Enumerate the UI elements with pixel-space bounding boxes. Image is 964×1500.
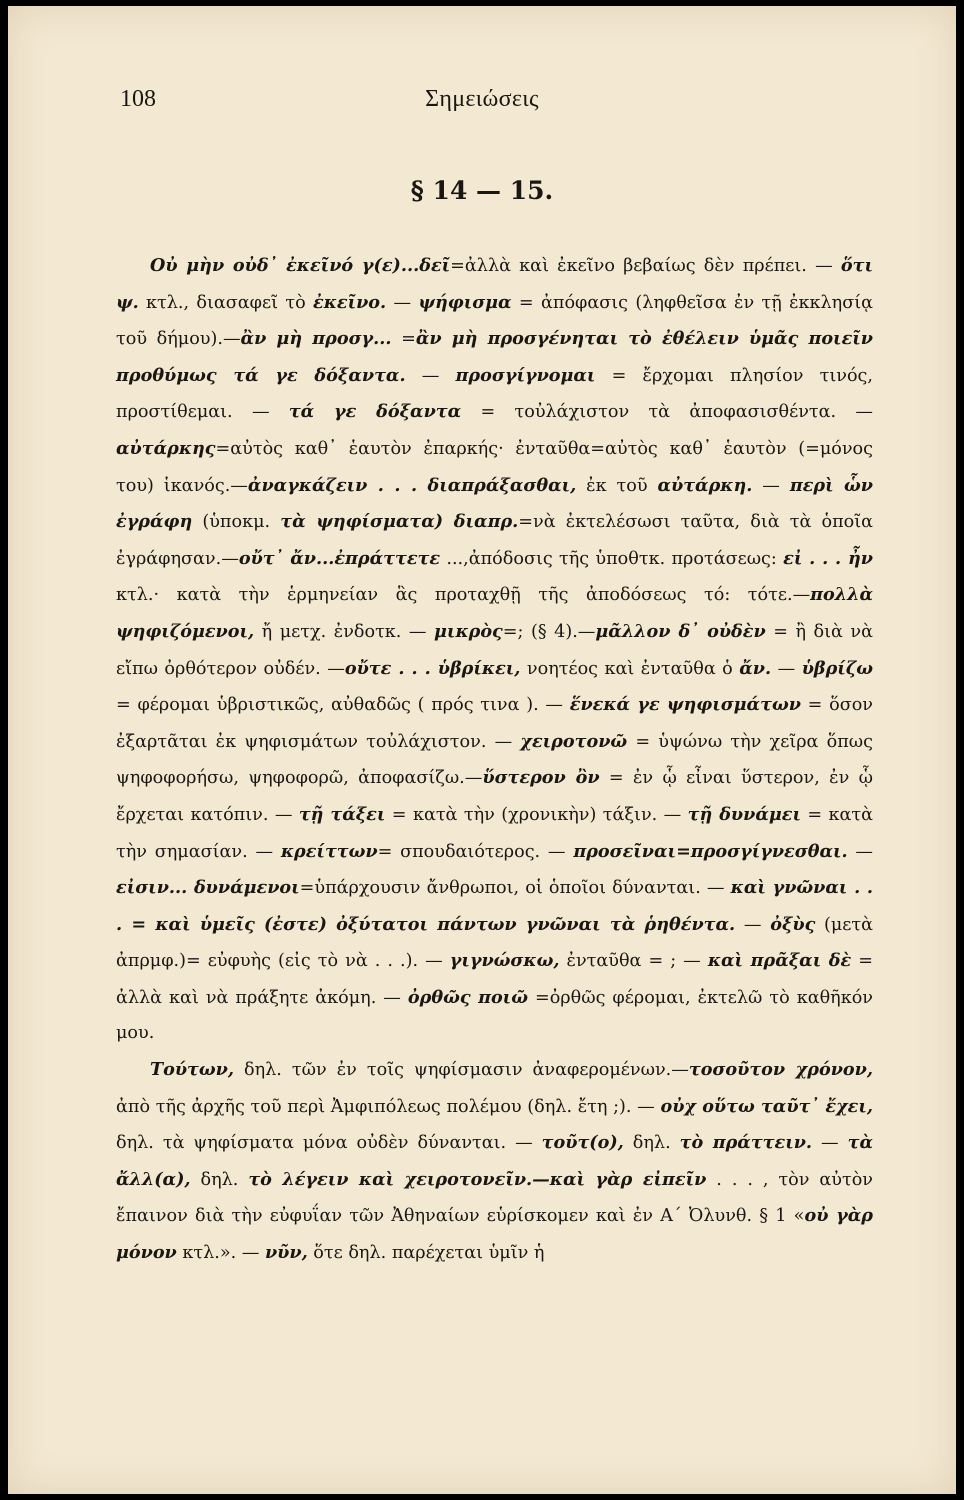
note-text: ...,ἀπόδοσις τῆς ὑποθτκ. προτάσεως: <box>440 548 784 569</box>
note-text: — <box>386 292 419 313</box>
note-paragraph <box>116 248 873 1052</box>
note-text: = φέρομαι ὑβριστικῶς, αὐθαδῶς ( πρός τινα ). — <box>116 695 570 716</box>
note-text: ἤ μετχ. ἐνδοτκ. — <box>254 621 435 642</box>
note-text: — <box>812 1133 848 1154</box>
lemma-term: προσεῖναι=προσγίγνεσθαι. <box>573 840 848 862</box>
note-paragraph <box>116 1052 873 1272</box>
note-text: — <box>405 365 456 386</box>
note-text: (μετὰ ἀπρμφ.)= εὐφυὴς (εἰς τὸ νὰ . . .). — <box>116 914 874 972</box>
lemma-term: νῦν, <box>264 1242 308 1264</box>
lemma-term: εἰσιν... δυνάμενοι <box>116 877 300 899</box>
note-text: δηλ. τῶν ἐν τοῖς ψηφίσμασιν ἀναφερομένων.— <box>233 1060 689 1081</box>
note-text: = ὑψώνω τὴν χεῖρα ὅπως ψηφοφορήσω, ψηφοφορῶ, ἀποφασίζω.— <box>116 731 873 789</box>
note-text: =ἀλλὰ καὶ ἐκεῖνο βεβαίως δὲν πρέπει. — <box>450 256 841 276</box>
page-header <box>8 86 956 120</box>
lemma-term: τά γε δόξαντα <box>288 401 462 423</box>
lemma-term: τῇ δυνάμει <box>687 803 801 825</box>
note-text: ἀπὸ τῆς ἀρχῆς τοῦ περὶ Ἀμφιπόλεως πολέμου (δηλ. ἔτη ;). — <box>116 1096 661 1117</box>
lemma-term: Τούτων, <box>150 1059 234 1081</box>
note-text: = ἔρχομαι πλησίον τινός, προστίθεμαι. — <box>116 365 873 423</box>
note-text: (ὑποκμ. <box>192 512 281 533</box>
note-text: δηλ. <box>190 1169 249 1190</box>
lemma-term: ὀρθῶς ποιῶ <box>407 986 528 1008</box>
note-text: ἐκ τοῦ <box>576 475 658 496</box>
lemma-term: ὀξὺς <box>770 913 816 935</box>
lemma-term: ἂν μὴ προσγ... <box>240 328 392 350</box>
note-text: =ὀρθῶς φέρομαι, ἐκτελῶ τὸ καθῆκόν μου. <box>116 987 873 1044</box>
note-text: = σπουδαιότερος. — <box>377 841 574 862</box>
lemma-term: τοσοῦτον χρόνον, <box>688 1059 873 1081</box>
note-text: = ἀλλὰ καὶ νὰ πράξητε ἀκόμη. — <box>116 951 873 1008</box>
lemma-term: χειροτονῶ <box>520 730 628 752</box>
note-text: κτλ.· κατὰ τὴν ἑρμηνείαν ἃς προταχθῇ τῆς ἀποδόσεως τό: τότε.— <box>116 585 811 606</box>
lemma-term: εἰ . . . ἦν <box>783 547 874 569</box>
note-text: = ἢ διὰ νὰ εἴπω ὀρθότερον οὐδέν. — <box>116 621 873 679</box>
note-text: =; (§ 4).— <box>502 621 596 642</box>
note-text: νοητέος καὶ ἐνταῦθα ὁ <box>520 658 740 679</box>
lemma-term: ἄν. <box>739 657 772 679</box>
lemma-term: τὸ πράττειν. <box>679 1132 813 1154</box>
lemma-term: οὔτ᾽ ἄν...ἐπράττετε <box>238 547 441 569</box>
note-text: =νὰ ἐκτελέσωσι ταῦτα, διὰ τὰ ὁποῖα ἐγράφησαν.— <box>116 512 874 569</box>
lemma-term: ὑβρίζω <box>801 657 873 679</box>
note-text: δηλ. <box>623 1133 680 1154</box>
note-text: ἐνταῦθα = ; — <box>559 951 708 972</box>
lemma-term: μᾶλλον δ᾽ οὐδὲν <box>595 620 766 642</box>
lemma-term: ἕνεκά γε ψηφισμάτων <box>569 694 801 716</box>
note-text: — <box>735 914 771 935</box>
note-text: — <box>752 475 790 496</box>
section-heading: § 14 — 15. <box>410 176 554 205</box>
lemma-term: μικρὸς <box>434 620 503 642</box>
note-text: ὅτε δηλ. παρέχεται ὑμῖν ἡ <box>307 1243 545 1264</box>
lemma-term: πολλὰ ψηφιζόμενοι, <box>116 584 873 642</box>
note-text: =ὑπάρχουσιν ἄνθρωποι, οἱ ὁποῖοι δύνανται. — <box>299 878 731 899</box>
lemma-term: οὔτε . . . ὑβρίκει, <box>344 657 521 679</box>
note-text: =αὐτὸς καθ᾽ ἑαυτὸν ἐπαρκής· ἐνταῦθα=αὐτὸς καθ᾽ ἑαυτὸν (=μόνος του) ἱκανός.— <box>116 438 873 496</box>
note-text: = ἐν ᾧ εἶναι ὕστερον, ἐν ᾧ ἔρχεται κατόπιν. — <box>116 768 873 825</box>
note-text: . . . , τὸν αὐτὸν ἔπαινον διὰ τὴν εὐφυΐαν τῶν Ἀθηναίων εὑρίσκομεν καὶ ἐν Α΄ Ὀλυνθ. § 1 « <box>116 1169 874 1227</box>
lemma-term: καὶ γνῶναι . . . = καὶ ὑμεῖς (ἐστε) ὀξύτατοι πάντων γνῶναι τὰ ῥηθέντα. <box>116 877 874 935</box>
lemma-term: καὶ πρᾶξαι δὲ <box>707 950 852 972</box>
lemma-term: περὶ ὧν ἐγράφη <box>116 474 873 533</box>
lemma-term: ἐκεῖνο. <box>313 291 387 313</box>
running-title: Σημειώσεις <box>425 86 539 112</box>
lemma-term: ὅτι ψ. <box>116 255 873 313</box>
lemma-term: προσγίγνομαι <box>455 364 596 386</box>
lemma-term: γιγνώσκω, <box>449 950 560 972</box>
note-text: κτλ.». — <box>176 1243 265 1264</box>
lemma-term: ὕστερον ὂν <box>482 767 600 789</box>
note-text: = ὅσον ἐξαρτᾶται ἐκ ψηφισμάτων τοὐλάχιστον. — <box>116 695 873 752</box>
note-text: = κατὰ τὴν (χρονικὴν) τάξιν. — <box>385 804 688 825</box>
note-text: = ἀπόφασις (ληφθεῖσα ἐν τῇ ἐκκλησίᾳ τοῦ δήμου).— <box>116 292 873 350</box>
lemma-term: οὐ γὰρ μόνον <box>116 1205 873 1264</box>
lemma-term: ἀναγκάζειν . . . διαπράξασθαι, <box>247 474 577 496</box>
note-text: = τοὐλάχιστον τὰ ἀποφασισθέντα. — <box>461 402 873 423</box>
book-page <box>8 6 956 1494</box>
lemma-term: αὐτάρκη. <box>657 474 753 496</box>
lemma-term: ψήφισμα <box>418 291 512 313</box>
lemma-term: τὰ ψηφίσματα) διαπρ. <box>280 511 519 533</box>
lemma-term: οὐχ οὕτω ταῦτ᾽ ἔχει, <box>660 1095 873 1117</box>
lemma-term: κρείττων <box>280 840 378 862</box>
note-text: = <box>391 329 416 350</box>
lemma-term: ἂν μὴ προσγένηται τὸ ἐθέλειν ὑμᾶς ποιεῖν προθύμως τά γε δόξαντα. <box>116 328 873 386</box>
lemma-term: τὸ λέγειν καὶ χειροτονεῖν.—καὶ γὰρ εἰπεῖν <box>248 1168 707 1190</box>
lemma-term: Οὐ μὴν οὐδ᾽ ἐκεῖνό γ(ε)...δεῖ <box>150 255 451 276</box>
note-text: — <box>847 841 873 862</box>
note-text: δηλ. τὰ ψηφίσματα μόνα οὐδὲν δύνανται. — <box>116 1133 542 1154</box>
lemma-term: τῇ τάξει <box>298 803 386 825</box>
note-text: κτλ., διασαφεῖ τὸ <box>138 292 313 313</box>
lemma-term: τὰ ἄλλ(α), <box>116 1132 873 1190</box>
notes-body <box>116 248 873 1272</box>
note-text: = κατὰ τὴν σημασίαν. — <box>116 804 874 862</box>
lemma-term: τοῦτ(ο), <box>541 1132 624 1154</box>
lemma-term: αὐτάρκης <box>116 437 216 459</box>
note-text: — <box>771 658 802 679</box>
page-number: 108 <box>120 86 156 112</box>
